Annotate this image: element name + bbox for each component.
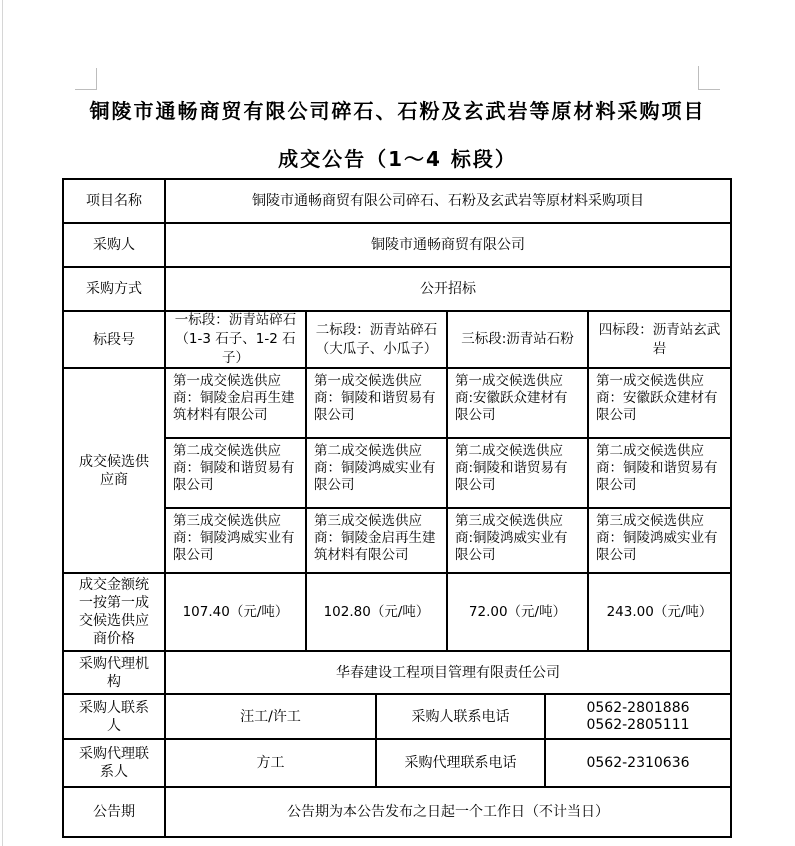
purchaser-contact-label: 采购人联系人 — [64, 695, 166, 740]
candidate-rank1-section4: 第一成交候选供应商：安徽跃众建材有限公司 — [589, 369, 730, 439]
margin-crop-mark-top-right — [698, 66, 720, 90]
row-agency — [64, 652, 730, 695]
price-section3: 72.00（元/吨） — [448, 574, 589, 652]
project-name-value: 铜陵市通畅商贸有限公司碎石、石粉及玄武岩等原材料采购项目 — [166, 180, 730, 224]
row-sections — [64, 312, 730, 369]
row-project-name — [64, 180, 730, 224]
candidate-rank2-section1: 第二成交候选供应商：铜陵和谐贸易有限公司 — [166, 439, 307, 509]
agent-phone-label: 采购代理联系电话 — [377, 740, 546, 788]
candidate-rank3-section4: 第三成交候选供应商：铜陵鸿威实业有限公司 — [589, 509, 730, 574]
purchaser-contact-name: 汪工/许工 — [166, 695, 377, 740]
row-price — [64, 574, 730, 652]
row-candidates — [64, 369, 730, 574]
price-label: 成交金额统一按第一成交候选供应商价格 — [64, 574, 166, 652]
section-4: 四标段：沥青站玄武岩 — [589, 312, 730, 369]
candidate-rank3-section2: 第三成交候选供应商：铜陵金启再生建筑材料有限公司 — [307, 509, 448, 574]
document-title-line1: 铜陵市通畅商贸有限公司碎石、石粉及玄武岩等原材料采购项目 — [89, 99, 706, 123]
document-title-line2: 成交公告（1～4 标段） — [278, 147, 517, 171]
announcement-period-label: 公告期 — [64, 788, 166, 836]
method-value: 公开招标 — [166, 268, 730, 312]
document-title — [0, 96, 795, 174]
agency-value: 华春建设工程项目管理有限责任公司 — [166, 652, 730, 695]
purchaser-phone-label: 采购人联系电话 — [377, 695, 546, 740]
price-section4: 243.00（元/吨） — [589, 574, 730, 652]
agency-label: 采购代理机构 — [64, 652, 166, 695]
project-name-label: 项目名称 — [64, 180, 166, 224]
row-announcement-period — [64, 788, 730, 836]
candidate-rank1-section2: 第一成交候选供应商：铜陵和谐贸易有限公司 — [307, 369, 448, 439]
purchaser-phone-1: 0562-2801886 — [586, 699, 690, 716]
agent-phone-number: 0562-2310636 — [546, 740, 730, 788]
candidates-rank1-row — [166, 369, 730, 439]
row-method — [64, 268, 730, 312]
method-label: 采购方式 — [64, 268, 166, 312]
candidate-rank1-section3: 第一成交候选供应商:安徽跃众建材有限公司 — [448, 369, 589, 439]
candidate-rank2-section4: 第二成交候选供应商：铜陵和谐贸易有限公司 — [589, 439, 730, 509]
purchaser-label: 采购人 — [64, 224, 166, 268]
candidates-rank3-row — [166, 509, 730, 574]
price-section2: 102.80（元/吨） — [307, 574, 448, 652]
candidates-rank2-row — [166, 439, 730, 509]
candidate-rank3-section1: 第三成交候选供应商：铜陵鸿威实业有限公司 — [166, 509, 307, 574]
purchaser-value: 铜陵市通畅商贸有限公司 — [166, 224, 730, 268]
candidate-rank1-section1: 第一成交候选供应商：铜陵金启再生建筑材料有限公司 — [166, 369, 307, 439]
row-agent-contact — [64, 740, 730, 788]
agent-contact-label: 采购代理联系人 — [64, 740, 166, 788]
agent-contact-name: 方工 — [166, 740, 377, 788]
section-2: 二标段：沥青站碎石（大瓜子、小瓜子） — [307, 312, 448, 369]
sections-label: 标段号 — [64, 312, 166, 369]
row-purchaser — [64, 224, 730, 268]
section-1: 一标段：沥青站碎石（1-3 石子、1-2 石子） — [166, 312, 307, 369]
purchaser-phone-numbers — [546, 695, 730, 740]
price-section1: 107.40（元/吨） — [166, 574, 307, 652]
row-purchaser-contact — [64, 695, 730, 740]
announcement-period-value: 公告期为本公告发布之日起一个工作日（不计当日） — [287, 804, 609, 820]
candidate-rank2-section3: 第二成交候选供应商:铜陵和谐贸易有限公司 — [448, 439, 589, 509]
margin-crop-mark-top-left — [75, 68, 97, 90]
announcement-table — [62, 178, 732, 838]
candidate-rank3-section3: 第三成交候选供应商:铜陵鸿威实业有限公司 — [448, 509, 589, 574]
purchaser-phone-2: 0562-2805111 — [586, 716, 690, 733]
candidates-label: 成交候选供应商 — [64, 369, 166, 574]
candidates-grid — [166, 369, 730, 574]
section-3: 三标段:沥青站石粉 — [448, 312, 589, 369]
candidate-rank2-section2: 第二成交候选供应商：铜陵鸿威实业有限公司 — [307, 439, 448, 509]
